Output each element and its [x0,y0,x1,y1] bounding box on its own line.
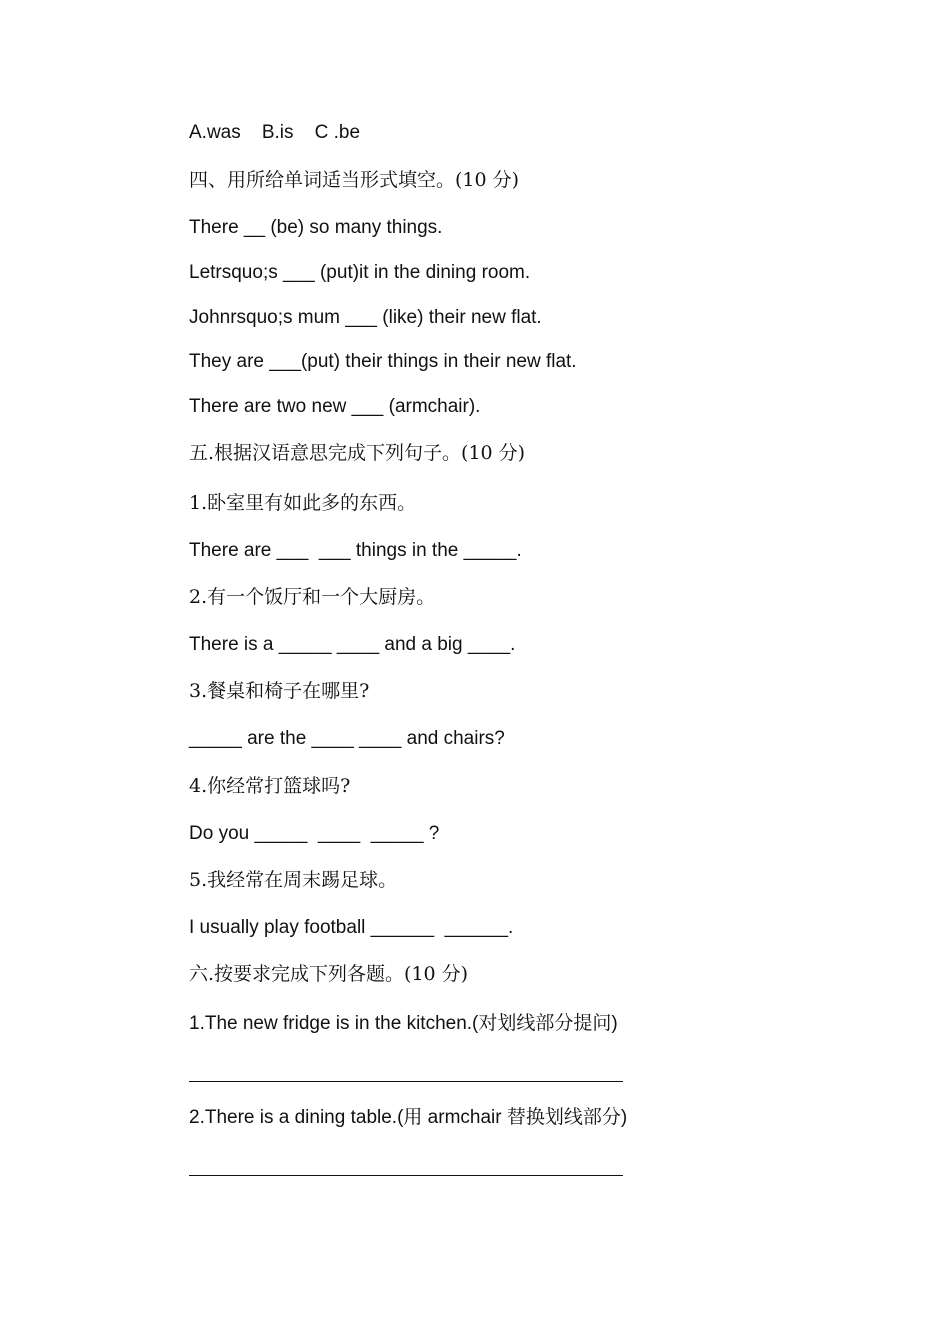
chinese-prompt: 2.有一个饭厅和一个大厨房。 [189,586,436,608]
question-line: I usually play football ______ ______. [189,917,514,938]
question-line: There is a _____ ____ and a big ____. [189,634,516,655]
chinese-prompt: 1.卧室里有如此多的东西。 [189,492,417,514]
question-line: 1.The new fridge is in the kitchen.(对划线部分提问) [189,1013,618,1034]
chinese-prompt: 3.餐桌和椅子在哪里? [189,680,370,702]
question-line: There are two new ___ (armchair). [189,396,481,417]
chinese-prompt: 4.你经常打篮球吗? [189,775,351,797]
question-line: Letrsquo;s ___ (put)it in the dining room. [189,262,531,283]
chinese-prompt: 5.我经常在周末踢足球。 [189,869,398,891]
section-five-heading: 五.根据汉语意思完成下列句子。(10 分) [189,442,526,464]
options-line: A.was B.is C .be [189,122,361,143]
section-four-heading: 四、用所给单词适当形式填空。(10 分) [189,169,520,191]
section-six-heading: 六.按要求完成下列各题。(10 分) [189,963,469,985]
question-line: Do you _____ ____ _____ ? [189,823,440,844]
question-line: 2.There is a dining table.(用 armchair 替换划线部分) [189,1107,628,1128]
answer-line [189,1175,623,1176]
question-line: There __ (be) so many things. [189,217,443,238]
question-line: _____ are the ____ ____ and chairs? [189,728,505,749]
question-line: There are ___ ___ things in the _____. [189,540,522,561]
question-line: They are ___(put) their things in their new flat. [189,351,577,372]
question-line: Johnrsquo;s mum ___ (like) their new flat. [189,307,542,328]
answer-line [189,1081,623,1082]
